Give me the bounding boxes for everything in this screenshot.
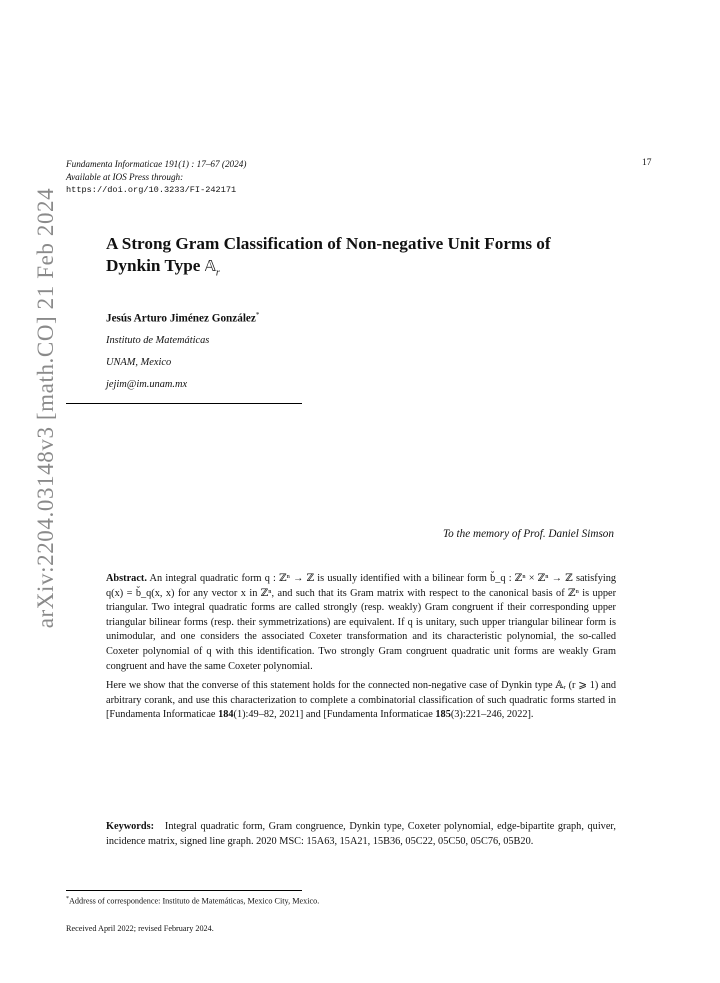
footnote-mark: * — [66, 896, 69, 902]
author-email[interactable]: jejim@im.unam.mx — [106, 378, 188, 390]
keywords-heading: Keywords: — [106, 821, 155, 832]
volume-184: 184 — [218, 709, 234, 721]
dedication: To the memory of Prof. Daniel Simson — [442, 528, 614, 540]
paper-title — [106, 233, 646, 284]
abstract-text-1: An integral quadratic form q : ℤⁿ → ℤ is usually identified with a bilinear form b̆_q : ℤⁿ × ℤⁿ → ℤ satisfying q(x) = b̆_q(x, x) for any vector x in ℤⁿ, and such that its Gram matrix with respect to the canonical basis of ℤⁿ is upper triangular. Two integral quadratic forms are called strongly (resp. weakly) Gram congruent if their corresponding upper triangular bilinear forms (resp. their symmetrizations) are equivalent. If q is unitary, such upper triangular bilinear form is unimodular, and one considers the associated Coxeter transformation and its characteristic polynomial, the so-called Coxeter polynomial of q with this identification. Two strongly Gram congruent quadratic unit forms are weakly Gram congruent and have the same Coxeter polynomial. — [106, 573, 616, 672]
keywords-text: Integral quadratic form, Gram congruence, Dynkin type, Coxeter polynomial, edge-bipartite graph, quiver, incidence matrix, signed line graph. 2020 MSC: 15A63, 15A21, 15B36, 05C22, 05C50, 05C76, 05B20. — [106, 821, 616, 847]
abstract-section — [106, 572, 616, 728]
arxiv-id[interactable]: arXiv:2204.03148v3 [math.CO] 21 Feb 2024 — [33, 187, 58, 629]
title-line-2-text: Dynkin Type — [106, 256, 205, 275]
affiliation-institute: Instituto de Matemáticas — [106, 334, 210, 346]
author-footnote-mark: * — [255, 311, 260, 319]
affiliation-university: UNAM, Mexico — [106, 356, 172, 368]
abstract-text-2c: (3):221–246, 2022]. — [450, 709, 534, 721]
volume-185: 185 — [435, 709, 451, 721]
title-line-1: A Strong Gram Classification of Non-negative Unit Forms of — [106, 234, 551, 253]
received-dates: Received April 2022; revised February 2024. — [66, 924, 214, 933]
abstract-paragraph-1 — [106, 572, 616, 674]
journal-citation: Fundamenta Informaticae 191(1) : 17–67 (2024) — [66, 159, 247, 169]
footnote-text: Address of correspondence: Instituto de Matemáticas, Mexico City, Mexico. — [69, 896, 320, 906]
author-block — [106, 304, 259, 396]
title-line-2 — [106, 255, 646, 284]
header-divider — [66, 403, 302, 404]
abstract-paragraph-2 — [106, 679, 616, 723]
abstract-text-2a: Here we show that the converse of this statement holds for the connected non-negative case of Dynkin type 𝔸ᵣ (r ⩾ 1) and arbitrary corank, and use this characterization to complete a combinatorial classification of such quadratic forms started in [Fundamenta Informaticae — [106, 680, 616, 721]
arxiv-sidebar — [26, 168, 66, 648]
footnote-divider — [66, 890, 302, 891]
journal-header — [66, 158, 246, 197]
footnote — [66, 896, 319, 906]
page-number: 17 — [642, 158, 652, 168]
title-subscript: r — [215, 267, 220, 279]
abstract-heading: Abstract. — [106, 573, 147, 584]
abstract-text-2b: (1):49–82, 2021] and [Fundamenta Informaticae — [233, 709, 436, 721]
title-blackboard-symbol: 𝔸 — [204, 257, 216, 275]
doi-link[interactable]: https://doi.org/10.3233/FI-242171 — [66, 185, 237, 195]
author-name: Jesús Arturo Jiménez González — [106, 312, 256, 325]
keywords-section — [106, 820, 616, 849]
availability-note: Available at IOS Press through: — [66, 172, 184, 182]
